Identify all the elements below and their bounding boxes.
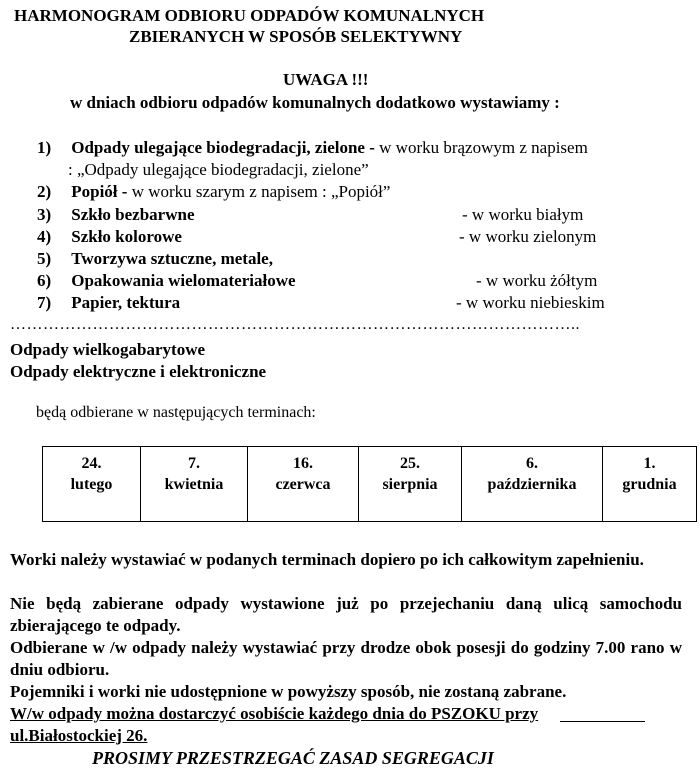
item-number: 6): [37, 271, 52, 290]
date-month: października: [487, 476, 577, 493]
table-row: [43, 447, 697, 522]
list-item: [37, 271, 296, 291]
list-item: [37, 227, 182, 247]
date-day: 1.: [643, 455, 656, 472]
note-bags-full: Worki należy wystawiać w podanych terminach dopiero po ich całkowitym zapełnieniu.: [10, 550, 644, 569]
item-name: Popiół: [71, 182, 118, 201]
item-number: 4): [37, 227, 52, 246]
date-cell: [43, 447, 141, 522]
date-month: czerwca: [275, 476, 331, 493]
date-cell: [603, 447, 697, 522]
list-item: [37, 182, 390, 202]
item-1-continuation: : „Odpady ulegające biodegradacji, zielone”: [68, 160, 369, 179]
collection-dates-table: [42, 446, 697, 522]
item-name: Szkło kolorowe: [71, 227, 182, 246]
collection-dates-intro: będą odbierane w następujących terminach:: [36, 404, 316, 421]
item-name: Tworzywa sztuczne, metale,: [71, 249, 273, 268]
list-item: [37, 205, 195, 225]
item-name: Opakowania wielomateriałowe: [71, 271, 296, 290]
item-description: - w worku białym: [462, 205, 584, 224]
item-description: - w worku niebieskim: [456, 293, 605, 312]
item-separator: -: [364, 138, 380, 157]
date-day: 6.: [526, 455, 538, 472]
date-cell: [141, 447, 248, 522]
item-description: w worku szarym z napisem : „Popiół”: [131, 182, 391, 201]
item-description: w worku brązowym z napisem: [379, 138, 588, 157]
underline-extension: [560, 721, 645, 722]
note-pickup-time: Odbierane w /w odpady należy wystawiać przy drodze obok posesji do godziny 7.00 rano w dniu odbioru.: [10, 638, 682, 679]
list-item: [37, 138, 588, 158]
date-cell: [248, 447, 359, 522]
title-line-2: ZBIERANYCH W SPOSÓB SELEKTYWNY: [129, 27, 463, 46]
item-description: - w worku żółtym: [476, 271, 598, 290]
item-number: 5): [37, 249, 52, 268]
list-item: [37, 293, 180, 313]
item-separator: -: [117, 182, 132, 201]
date-cell: [359, 447, 462, 522]
item-name: Papier, tektura: [71, 293, 181, 312]
date-month: lutego: [70, 476, 113, 493]
item-number: 7): [37, 293, 52, 312]
intro-line: w dniach odbioru odpadów komunalnych dodatkowo wystawiamy :: [70, 93, 560, 112]
date-day: 25.: [400, 455, 420, 472]
note-pszok-line-1: W/w odpady można dostarczyć osobiście każdego dnia do PSZOKU przy: [10, 704, 539, 723]
electronic-waste-label: Odpady elektryczne i elektroniczne: [10, 362, 267, 381]
date-day: 24.: [81, 455, 102, 472]
title-line-1: HARMONOGRAM ODBIORU ODPADÓW KOMUNALNYCH: [14, 6, 485, 25]
item-number: 2): [37, 182, 52, 201]
warning-heading: UWAGA !!!: [283, 70, 369, 89]
note-after-truck: Nie będą zabierane odpady wystawione już po przejechaniu daną ulicą samochodu zbierającego te odpady.: [10, 594, 682, 635]
date-cell: [462, 447, 603, 522]
item-name: Odpady ulegające biodegradacji, zielone: [71, 138, 365, 157]
date-month: kwietnia: [164, 476, 224, 493]
note-not-collected: Pojemniki i worki nie udostępnione w powyższy sposób, nie zostaną zabrane.: [10, 682, 567, 701]
date-day: 7.: [188, 455, 200, 472]
date-month: grudnia: [622, 476, 677, 493]
dotted-separator: …………………………………………………………………………………………..: [10, 316, 580, 333]
footer-slogan: PROSIMY PRZESTRZEGAĆ ZASAD SEGREGACJI: [92, 748, 494, 768]
list-item: [37, 249, 273, 269]
item-name: Szkło bezbarwne: [71, 205, 195, 224]
bulky-waste-label: Odpady wielkogabarytowe: [10, 340, 206, 359]
date-day: 16.: [293, 455, 313, 472]
note-pszok-line-2: ul.Białostockiej 26.: [10, 726, 148, 745]
item-number: 1): [37, 138, 52, 157]
item-description: - w worku zielonym: [459, 227, 597, 246]
date-month: sierpnia: [382, 476, 438, 493]
item-number: 3): [37, 205, 52, 224]
